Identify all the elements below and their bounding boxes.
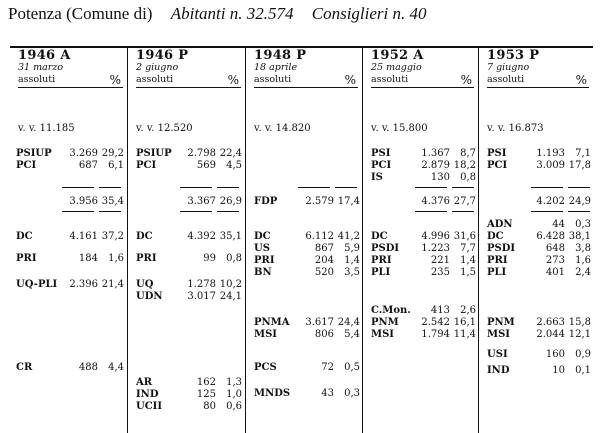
party-name: FDP: [254, 196, 278, 207]
table-row: [254, 231, 360, 243]
absolute-votes: 3.956: [69, 196, 98, 207]
table-row: [371, 148, 476, 160]
absolute-votes: 806: [314, 329, 334, 340]
column-header: [18, 50, 123, 88]
absolute-votes: 1.794: [421, 329, 450, 340]
abitanti-count: Abitanti n. 32.574: [170, 4, 294, 23]
sum-rule: [62, 211, 94, 212]
absolute-votes: 2.663: [536, 317, 565, 328]
table-row: [371, 231, 476, 243]
percent-votes: 26,9: [219, 196, 242, 207]
absolute-votes: 162: [196, 377, 216, 388]
absolute-votes: 2.396: [69, 279, 98, 290]
absolute-votes: 1.223: [421, 243, 450, 254]
table-row: [371, 305, 476, 317]
party-name: PNM: [487, 317, 515, 328]
percent-votes: 18,2: [453, 160, 476, 171]
percent-votes: 0,1: [575, 365, 591, 376]
table-row: [487, 329, 591, 341]
party-name: AR: [136, 377, 153, 388]
column-subheader: [254, 74, 358, 88]
absolute-votes: 235: [430, 267, 450, 278]
percent-votes: 1,0: [226, 389, 242, 400]
absolute-votes: 1.193: [536, 148, 565, 159]
percent-votes: 4,4: [108, 362, 124, 373]
election-year: 1952 A: [371, 48, 424, 63]
absolute-votes: 184: [78, 253, 98, 264]
absolute-votes: 687: [78, 160, 98, 171]
table-row: [254, 329, 360, 341]
percent-votes: 7,7: [460, 243, 476, 254]
party-name: PRI: [136, 253, 157, 264]
absolute-votes: 3.009: [536, 160, 565, 171]
table-row: [487, 160, 591, 172]
party-name: DC: [16, 231, 33, 242]
sum-rule: [568, 211, 590, 212]
absolute-votes: 10: [552, 365, 565, 376]
percent-votes: 22,4: [219, 148, 242, 159]
absolute-votes: 80: [203, 401, 216, 412]
sum-rule: [415, 187, 447, 188]
percent-votes: 1,3: [226, 377, 242, 388]
sum-rule: [531, 211, 563, 212]
absolute-votes: 2.579: [305, 196, 334, 207]
column-header: [371, 50, 474, 88]
absolute-votes: 99: [203, 253, 216, 264]
percent-votes: 16,1: [453, 317, 476, 328]
percent-votes: 11,4: [453, 329, 476, 340]
sum-rule: [452, 211, 474, 212]
column-1946-a: [10, 48, 127, 433]
election-date: 7 giugno: [487, 62, 530, 73]
percent-votes: 24,1: [219, 291, 242, 302]
election-year: 1946 A: [18, 48, 71, 63]
sum-rule: [99, 211, 121, 212]
valid-votes: v. v. 11.185: [18, 123, 75, 134]
percent-votes: 17,8: [568, 160, 591, 171]
percent-votes: 8,7: [460, 148, 476, 159]
table-row: [136, 196, 242, 208]
table-row: [254, 362, 360, 374]
sum-rule: [180, 211, 212, 212]
sum-rule: [531, 187, 563, 188]
percent-votes: 0,6: [226, 401, 242, 412]
absolute-votes: 43: [321, 388, 334, 399]
absolute-votes: 3.017: [187, 291, 216, 302]
party-name: DC: [254, 231, 271, 242]
party-name: MSI: [254, 329, 277, 340]
absolute-votes: 3.367: [187, 196, 216, 207]
party-name: PSI: [487, 148, 507, 159]
absolute-votes: 4.161: [69, 231, 98, 242]
party-name: C.Mon.: [371, 305, 411, 316]
column-1952-a: [362, 48, 478, 433]
party-name: UDN: [136, 291, 163, 302]
percent-votes: 4,5: [226, 160, 242, 171]
absolute-votes: 2.044: [536, 329, 565, 340]
absolute-votes: 2.798: [187, 148, 216, 159]
party-name: DC: [487, 231, 504, 242]
party-name: PNM: [371, 317, 399, 328]
percent-votes: 12,1: [568, 329, 591, 340]
table-row: [136, 231, 242, 243]
sum-rule: [62, 187, 94, 188]
table-row: [254, 317, 360, 329]
percent-label: %: [575, 73, 587, 87]
percent-votes: 1,4: [460, 255, 476, 266]
absolute-votes: 4.202: [536, 196, 565, 207]
column-1946-p: [127, 48, 245, 433]
column-header: [254, 50, 358, 88]
valid-votes: v. v. 14.820: [254, 123, 311, 134]
absolute-votes: 204: [314, 255, 334, 266]
table-row: [254, 255, 360, 267]
table-row: [487, 231, 591, 243]
table-row: [487, 255, 591, 267]
sum-rule: [217, 211, 239, 212]
table-row: [487, 317, 591, 329]
party-name: MNDS: [254, 388, 291, 399]
table-row: [487, 365, 591, 377]
absolute-votes: 125: [196, 389, 216, 400]
percent-votes: 2,4: [575, 267, 591, 278]
valid-votes: v. v. 12.520: [136, 123, 193, 134]
column-1948-p: [245, 48, 362, 433]
party-name: DC: [371, 231, 388, 242]
column-header: [487, 50, 589, 88]
percent-votes: 0,3: [344, 388, 360, 399]
party-name: IS: [371, 172, 383, 183]
absolute-votes: 4.392: [187, 231, 216, 242]
party-name: UCII: [136, 401, 163, 412]
percent-votes: 7,1: [575, 148, 591, 159]
percent-votes: 0,3: [575, 219, 591, 230]
percent-votes: 0,8: [460, 172, 476, 183]
percent-votes: 35,1: [219, 231, 242, 242]
absolute-votes: 648: [545, 243, 565, 254]
table-row: [371, 267, 476, 279]
party-name: PSIUP: [16, 148, 52, 159]
percent-label: %: [344, 73, 356, 87]
party-name: IND: [487, 365, 510, 376]
table-row: [136, 291, 242, 303]
party-name: IND: [136, 389, 159, 400]
sum-rule: [217, 187, 239, 188]
percent-votes: 38,1: [568, 231, 591, 242]
absolute-votes: 569: [196, 160, 216, 171]
absolute-votes: 2.879: [421, 160, 450, 171]
percent-votes: 35,4: [101, 196, 124, 207]
absolute-votes: 2.542: [421, 317, 450, 328]
percent-votes: 31,6: [453, 231, 476, 242]
table-row: [487, 148, 591, 160]
percent-label: %: [460, 73, 472, 87]
absolute-votes: 401: [545, 267, 565, 278]
absolute-votes: 130: [430, 172, 450, 183]
table-row: [16, 196, 124, 208]
party-name: PCI: [136, 160, 157, 171]
column-subheader: [136, 74, 241, 88]
absolute-votes: 273: [545, 255, 565, 266]
table-row: [254, 388, 360, 400]
table-row: [371, 255, 476, 267]
party-name: PSDI: [371, 243, 400, 254]
party-name: BN: [254, 267, 272, 278]
sum-rule: [180, 187, 212, 188]
party-name: PCI: [16, 160, 37, 171]
table-row: [487, 219, 591, 231]
percent-votes: 15,8: [568, 317, 591, 328]
table-row: [136, 279, 242, 291]
party-name: PLI: [487, 267, 507, 278]
absolute-votes: 3.617: [305, 317, 334, 328]
percent-label: %: [109, 73, 121, 87]
table-row: [371, 317, 476, 329]
percent-votes: 2,6: [460, 305, 476, 316]
party-name: ADN: [487, 219, 513, 230]
absolute-votes: 4.996: [421, 231, 450, 242]
table-row: [16, 160, 124, 172]
assoluti-label: assoluti: [487, 74, 525, 85]
percent-votes: 5,9: [344, 243, 360, 254]
table-row: [136, 389, 242, 401]
percent-votes: 37,2: [101, 231, 124, 242]
party-name: PCI: [371, 160, 392, 171]
results-table: [10, 46, 593, 433]
party-name: PSIUP: [136, 148, 172, 159]
sum-rule: [568, 187, 590, 188]
absolute-votes: 6.428: [536, 231, 565, 242]
party-name: MSI: [487, 329, 510, 340]
election-date: 25 maggio: [371, 62, 422, 73]
column-subheader: [18, 74, 123, 88]
percent-votes: 21,4: [101, 279, 124, 290]
party-name: UQ: [136, 279, 154, 290]
percent-votes: 1,6: [575, 255, 591, 266]
table-row: [254, 196, 360, 208]
party-name: CR: [16, 362, 33, 373]
party-name: PLI: [371, 267, 391, 278]
percent-votes: 1,6: [108, 253, 124, 264]
table-row: [371, 160, 476, 172]
election-date: 31 marzo: [18, 62, 64, 73]
absolute-votes: 413: [430, 305, 450, 316]
column-subheader: [371, 74, 474, 88]
column-1953-p: [478, 48, 593, 433]
election-year: 1946 P: [136, 48, 189, 63]
column-header: [136, 50, 241, 88]
percent-label: %: [227, 73, 239, 87]
party-name: PCS: [254, 362, 277, 373]
table-row: [487, 349, 591, 361]
table-row: [16, 362, 124, 374]
assoluti-label: assoluti: [18, 74, 56, 85]
table-row: [371, 172, 476, 184]
percent-votes: 17,4: [337, 196, 360, 207]
absolute-votes: 3.269: [69, 148, 98, 159]
party-name: PRI: [254, 255, 275, 266]
percent-votes: 10,2: [219, 279, 242, 290]
table-row: [16, 148, 124, 160]
party-name: PRI: [16, 253, 37, 264]
absolute-votes: 4.376: [421, 196, 450, 207]
comune-name: Potenza (Comune di): [8, 4, 153, 23]
table-row: [371, 196, 476, 208]
absolute-votes: 867: [314, 243, 334, 254]
assoluti-label: assoluti: [254, 74, 292, 85]
sum-rule: [452, 187, 474, 188]
percent-votes: 6,1: [108, 160, 124, 171]
absolute-votes: 1.367: [421, 148, 450, 159]
percent-votes: 27,7: [453, 196, 476, 207]
consiglieri-count: Consiglieri n. 40: [311, 4, 427, 23]
party-name: DC: [136, 231, 153, 242]
sum-rule: [298, 187, 330, 188]
absolute-votes: 6.112: [305, 231, 334, 242]
table-row: [371, 243, 476, 255]
table-row: [487, 267, 591, 279]
assoluti-label: assoluti: [136, 74, 174, 85]
percent-votes: 29,2: [101, 148, 124, 159]
election-date: 2 giugno: [136, 62, 179, 73]
absolute-votes: 160: [545, 349, 565, 360]
sum-rule: [99, 187, 121, 188]
table-row: [136, 401, 242, 413]
absolute-votes: 1.278: [187, 279, 216, 290]
election-date: 18 aprile: [254, 62, 298, 73]
party-name: UQ-PLI: [16, 279, 58, 290]
sum-rule: [335, 187, 357, 188]
valid-votes: v. v. 15.800: [371, 123, 428, 134]
party-name: PRI: [371, 255, 392, 266]
table-row: [136, 148, 242, 160]
table-row: [16, 231, 124, 243]
election-year: 1948 P: [254, 48, 307, 63]
absolute-votes: 488: [78, 362, 98, 373]
column-subheader: [487, 74, 589, 88]
assoluti-label: assoluti: [371, 74, 409, 85]
party-name: PNMA: [254, 317, 290, 328]
party-name: PSI: [371, 148, 391, 159]
page-title: [8, 4, 598, 24]
sum-rule: [415, 211, 447, 212]
party-name: PCI: [487, 160, 508, 171]
absolute-votes: 221: [430, 255, 450, 266]
table-row: [371, 329, 476, 341]
party-name: MSI: [371, 329, 394, 340]
table-row: [254, 243, 360, 255]
election-year: 1953 P: [487, 48, 540, 63]
percent-votes: 24,9: [568, 196, 591, 207]
absolute-votes: 44: [552, 219, 565, 230]
party-name: USI: [487, 349, 508, 360]
percent-votes: 0,8: [226, 253, 242, 264]
table-row: [136, 160, 242, 172]
percent-votes: 3,8: [575, 243, 591, 254]
percent-votes: 5,4: [344, 329, 360, 340]
absolute-votes: 520: [314, 267, 334, 278]
table-row: [136, 377, 242, 389]
table-row: [136, 253, 242, 265]
table-row: [254, 267, 360, 279]
percent-votes: 0,5: [344, 362, 360, 373]
percent-votes: 1,4: [344, 255, 360, 266]
percent-votes: 24,4: [337, 317, 360, 328]
percent-votes: 3,5: [344, 267, 360, 278]
absolute-votes: 72: [321, 362, 334, 373]
percent-votes: 1,5: [460, 267, 476, 278]
party-name: PRI: [487, 255, 508, 266]
percent-votes: 0,9: [575, 349, 591, 360]
party-name: US: [254, 243, 270, 254]
table-row: [16, 279, 124, 291]
valid-votes: v. v. 16.873: [487, 123, 544, 134]
percent-votes: 41,2: [337, 231, 360, 242]
table-row: [487, 196, 591, 208]
party-name: PSDI: [487, 243, 516, 254]
table-row: [487, 243, 591, 255]
table-row: [16, 253, 124, 265]
